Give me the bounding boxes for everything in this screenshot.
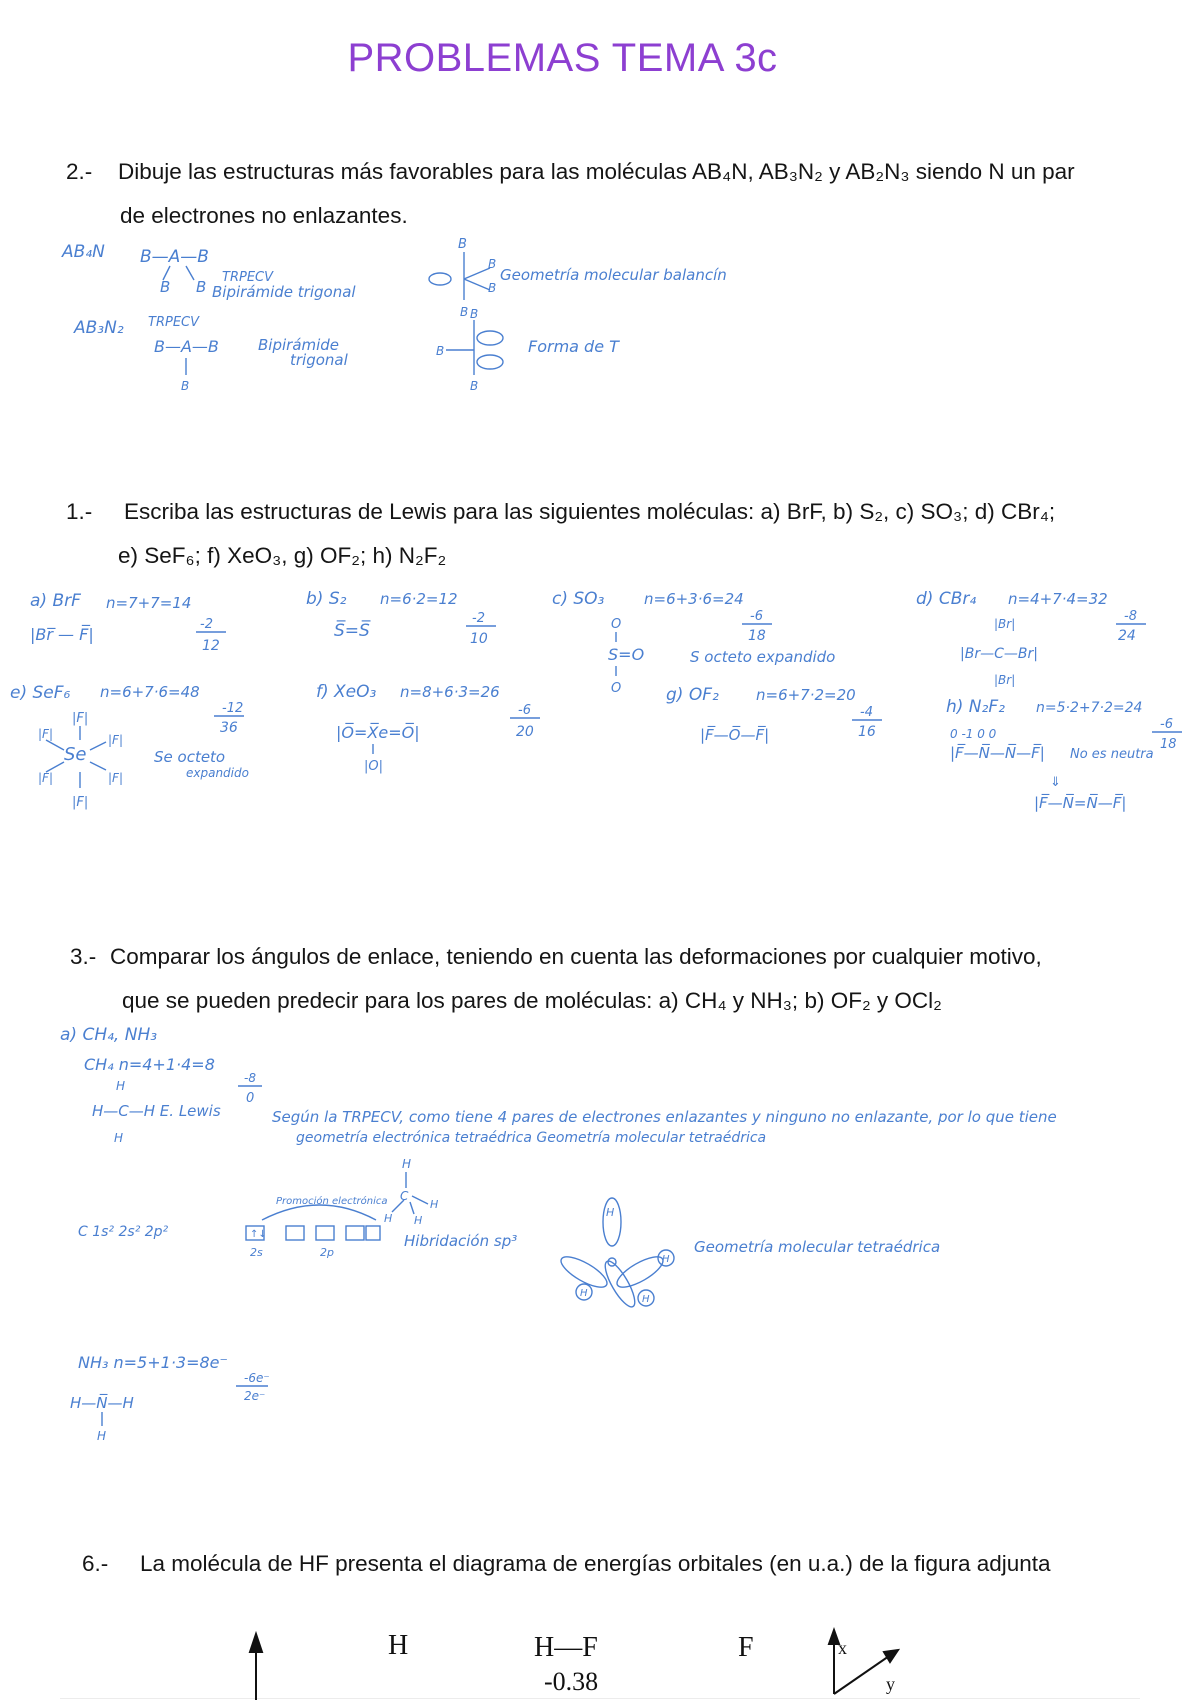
note-a-count: n=7+7=14 — [106, 594, 192, 612]
problem-2-text-line1: Dibuje las estructuras más favorables para las moléculas AB₄N, AB₃N₂ y AB₂N₃ siendo N un par — [118, 159, 1075, 184]
handwriting-stroke: H — [402, 1157, 412, 1171]
handwriting-stroke — [412, 1196, 428, 1204]
problem-3-text-line2: que se pueden predecir para los pares de moléculas: a) CH₄ y NH₃; b) OF₂ y OCl₂ — [122, 988, 942, 1013]
handwriting-stroke: -6 — [1160, 717, 1173, 732]
handwriting-stroke: H — [662, 1254, 670, 1265]
handwriting-stroke: -2 — [472, 611, 485, 626]
note-ab4n-structure: B—A—B — [140, 247, 209, 267]
note-c-struct: S=O — [608, 645, 645, 664]
problem-1-number: 1.- — [66, 499, 93, 524]
note-f-label: f) XeO₃ — [316, 682, 377, 702]
note-b-label: b) S₂ — [306, 589, 347, 609]
orbital-boxes — [246, 1226, 380, 1259]
axis-y-label: y — [886, 1674, 895, 1694]
handwriting-stroke: 24 — [1118, 628, 1136, 644]
note-geom-tetra: Geometría molecular tetraédrica — [694, 1238, 941, 1256]
handwriting-stroke: H — [414, 1214, 423, 1227]
handwriting-stroke: H — [384, 1212, 393, 1225]
handwriting-stroke: -6e⁻ — [244, 1371, 270, 1385]
note-g-label: g) OF₂ — [666, 685, 719, 705]
handwriting-stroke: |F| — [108, 733, 123, 747]
problem-2-text-line2: de electrones no enlazantes. — [120, 203, 408, 228]
note-bipiramide-1: Bipirámide trigonal — [212, 283, 356, 301]
handwriting-stroke: -4 — [860, 705, 873, 720]
handwriting-stroke: |F| — [72, 711, 89, 726]
note-f-count: n=8+6·3=26 — [400, 683, 500, 701]
figure-hf-label: H—F — [534, 1632, 598, 1663]
handwriting-stroke: |F| — [38, 771, 53, 785]
note-d-struct: |Br—C—Br| — [960, 646, 1038, 662]
handwriting-stroke — [429, 273, 451, 285]
handwriting-stroke — [392, 1200, 404, 1212]
handwriting-stroke — [464, 268, 490, 279]
note-ch4-h-top: H — [116, 1079, 126, 1093]
note-nh3-count: NH₃ n=5+1·3=8e⁻ — [78, 1353, 228, 1372]
handwriting-stroke — [366, 1226, 380, 1240]
note-segun-1: Según la TRPECV, como tiene 4 pares de electrones enlazantes y ninguno no enlazante, por lo que tiene — [272, 1108, 1057, 1126]
handwriting-stroke — [346, 1226, 364, 1240]
note-bipiramide-2a: Bipirámide — [258, 336, 340, 354]
note-nh3-h: H — [97, 1429, 107, 1443]
handwriting-stroke — [464, 279, 490, 290]
handwriting-stroke — [884, 1650, 898, 1662]
problem-6-text-line1: La molécula de HF presenta el diagrama de energías orbitales (en u.a.) de la figura adjunta — [140, 1551, 1051, 1576]
note-ch4-count: CH₄ n=4+1·4=8 — [84, 1055, 215, 1074]
handwriting-stroke: |F| — [38, 727, 53, 741]
note-b-count: n=6·2=12 — [380, 590, 458, 608]
handwriting-stroke: Se — [64, 744, 87, 765]
note-trpecv-1: TRPECV — [222, 270, 273, 285]
note-promocion: Promoción electrónica — [276, 1196, 388, 1207]
note-h-note: No es neutra — [1070, 747, 1154, 762]
promotion-arrow — [262, 1205, 376, 1220]
page-title: PROBLEMAS TEMA 3c — [347, 36, 778, 80]
handwriting-stroke — [286, 1226, 304, 1240]
problem-6-number: 6.- — [82, 1551, 109, 1576]
note-h-struct1: |F̅—N̅—N̅—F̅| — [950, 744, 1045, 762]
handwriting-stroke: 16 — [858, 724, 876, 740]
notes-problem-1 — [10, 589, 1182, 812]
note-ab3n2: AB₃N₂ — [74, 318, 124, 338]
handwriting-stroke: -6 — [750, 609, 763, 624]
note-h-charges: 0 -1 0 0 — [950, 727, 997, 741]
handwriting-stroke: B — [436, 344, 445, 358]
handwriting-stroke — [46, 740, 64, 750]
note-geom-balancin: Geometría molecular balancín — [500, 266, 727, 284]
note-ab3n2-structure: B—A—B — [154, 337, 219, 356]
figure-f-label: F — [738, 1632, 754, 1663]
notes-problem-2 — [61, 237, 727, 393]
note-nh3-lewis: H—N̅—H — [70, 1394, 134, 1412]
t-shape-sketch — [436, 307, 620, 393]
note-c-label: c) SO₃ — [552, 589, 605, 609]
note-c-note: S octeto expandido — [690, 648, 836, 666]
handwriting-stroke — [410, 1202, 414, 1214]
note-config: C 1s² 2s² 2p² — [78, 1224, 169, 1240]
handwriting-stroke: |F| — [108, 771, 123, 785]
handwriting-stroke: 20 — [516, 724, 534, 740]
handwriting-stroke: 12 — [202, 638, 220, 654]
sef6-sketch — [38, 711, 123, 810]
handwriting-stroke: 0 — [246, 1091, 255, 1106]
handwriting-stroke: B — [460, 305, 469, 319]
handwriting-stroke: H — [580, 1288, 588, 1299]
note-a-label: a) BrF — [30, 591, 81, 611]
problem-1-text-line1: Escriba las estructuras de Lewis para las siguientes moléculas: a) BrF, b) S₂, c) SO₃; d) CBr₄; — [124, 499, 1056, 524]
handwriting-stroke: B — [458, 237, 467, 252]
axis-y-line — [834, 1654, 892, 1694]
note-e-count: n=6+7·6=48 — [100, 683, 200, 701]
note-h-label: h) N₂F₂ — [946, 697, 1005, 717]
note-a-struct: |Br̅ — F̅| — [30, 625, 94, 644]
handwriting-stroke: B — [470, 307, 479, 321]
handwriting-stroke: 18 — [1160, 737, 1177, 752]
note-h-arrow: ⇓ — [1050, 775, 1061, 790]
handwriting-stroke: H — [430, 1198, 439, 1211]
handwriting-stroke — [477, 355, 503, 369]
handwriting-stroke: |F| — [72, 795, 89, 810]
note-d-label: d) CBr₄ — [916, 589, 977, 609]
handwriting-stroke: -8 — [1124, 609, 1137, 624]
handwriting-stroke: -8 — [244, 1071, 256, 1085]
note-e-note2: expandido — [186, 766, 249, 780]
note-d-br-top: |Br| — [994, 617, 1016, 631]
note-d-count: n=4+7·4=32 — [1008, 590, 1108, 608]
handwriting-stroke: B — [470, 379, 479, 393]
handwriting-stroke: C — [400, 1189, 409, 1203]
handwriting-stroke: H — [606, 1206, 615, 1219]
sp3-orbital-sketch — [557, 1198, 674, 1311]
note-e-label: e) SeF₆ — [10, 683, 71, 703]
handwriting-stroke — [557, 1251, 611, 1293]
handwriting-stroke: ↑↓ — [250, 1229, 267, 1240]
note-c-count: n=6+3·6=24 — [644, 590, 744, 608]
note-ch4-h-bot: H — [114, 1131, 124, 1145]
note-e-note1: Se octeto — [154, 748, 226, 766]
note-forma-t: Forma de T — [528, 337, 619, 356]
problem-2-number: 2.- — [66, 159, 93, 184]
axis-x-label: x — [838, 1638, 847, 1658]
note-segun-2: geometría electrónica tetraédrica Geometría molecular tetraédrica — [296, 1130, 767, 1146]
handwriting-stroke — [90, 742, 106, 750]
handwriting-stroke — [90, 762, 106, 770]
handwriting-stroke: -6 — [518, 703, 531, 718]
handwriting-stroke — [316, 1226, 334, 1240]
handwriting-stroke: B — [488, 257, 497, 271]
handwriting-stroke: 2s — [250, 1246, 263, 1259]
problem-3-text-line1: Comparar los ángulos de enlace, teniendo en cuenta las deformaciones por cualquier motivo, — [110, 944, 1042, 969]
note-c-o-top: O — [611, 617, 622, 632]
note-ab4n: AB₄N — [62, 242, 105, 262]
note-trpecv-2: TRPECV — [148, 315, 199, 330]
note-ab4n-b-left: B — [160, 278, 171, 296]
bond-line — [186, 266, 194, 280]
handwriting-stroke: 36 — [220, 720, 238, 736]
figure-h-label: H — [388, 1630, 409, 1661]
energy-axis-arrowhead — [250, 1634, 262, 1652]
note-h-count: n=5·2+7·2=24 — [1036, 700, 1143, 716]
handwriting-stroke: 18 — [748, 628, 766, 644]
note-bipiramide-2b: trigonal — [290, 351, 348, 369]
handwriting-stroke: -12 — [222, 701, 244, 716]
handwriting-stroke: B — [488, 281, 497, 295]
note-b-struct: S̅=S̅ — [334, 621, 370, 641]
ch4-3d-sketch — [384, 1157, 438, 1227]
handwriting-stroke: 2p — [320, 1246, 334, 1259]
handwriting-stroke: 10 — [470, 631, 488, 647]
note-ab4n-b-right: B — [196, 278, 207, 296]
note-d-br-bot: |Br| — [994, 673, 1016, 687]
problem-3-number: 3.- — [70, 944, 97, 969]
note-g-count: n=6+7·2=20 — [756, 686, 856, 704]
handwriting-stroke — [477, 331, 503, 345]
note-h-struct2: |F̅—N̅=N̅—F̅| — [1034, 794, 1127, 812]
hf-energy-diagram — [250, 1630, 898, 1700]
note-hibridacion: Hibridación sp³ — [404, 1232, 518, 1250]
note-f-struct: |O̅=X̅e=O̅| — [336, 723, 420, 742]
note-f-o-bot: |O| — [364, 759, 383, 774]
notes-problem-3 — [60, 1025, 1057, 1443]
handwriting-stroke: H — [642, 1294, 650, 1305]
handwriting-stroke: B — [181, 379, 190, 393]
note-c-o-bot: O — [611, 681, 622, 696]
note-ch4-lewis: H—C—H E. Lewis — [92, 1102, 221, 1120]
note-3a-label: a) CH₄, NH₃ — [60, 1025, 158, 1045]
note-g-struct: |F̅—O̅—F̅| — [700, 726, 770, 744]
handwriting-stroke: -2 — [200, 617, 213, 632]
figure-energy-value: -0.38 — [544, 1667, 599, 1696]
handwriting-stroke: 2e⁻ — [244, 1389, 266, 1403]
problem-1-text-line2: e) SeF₆; f) XeO₃, g) OF₂; h) N₂F₂ — [118, 543, 447, 568]
